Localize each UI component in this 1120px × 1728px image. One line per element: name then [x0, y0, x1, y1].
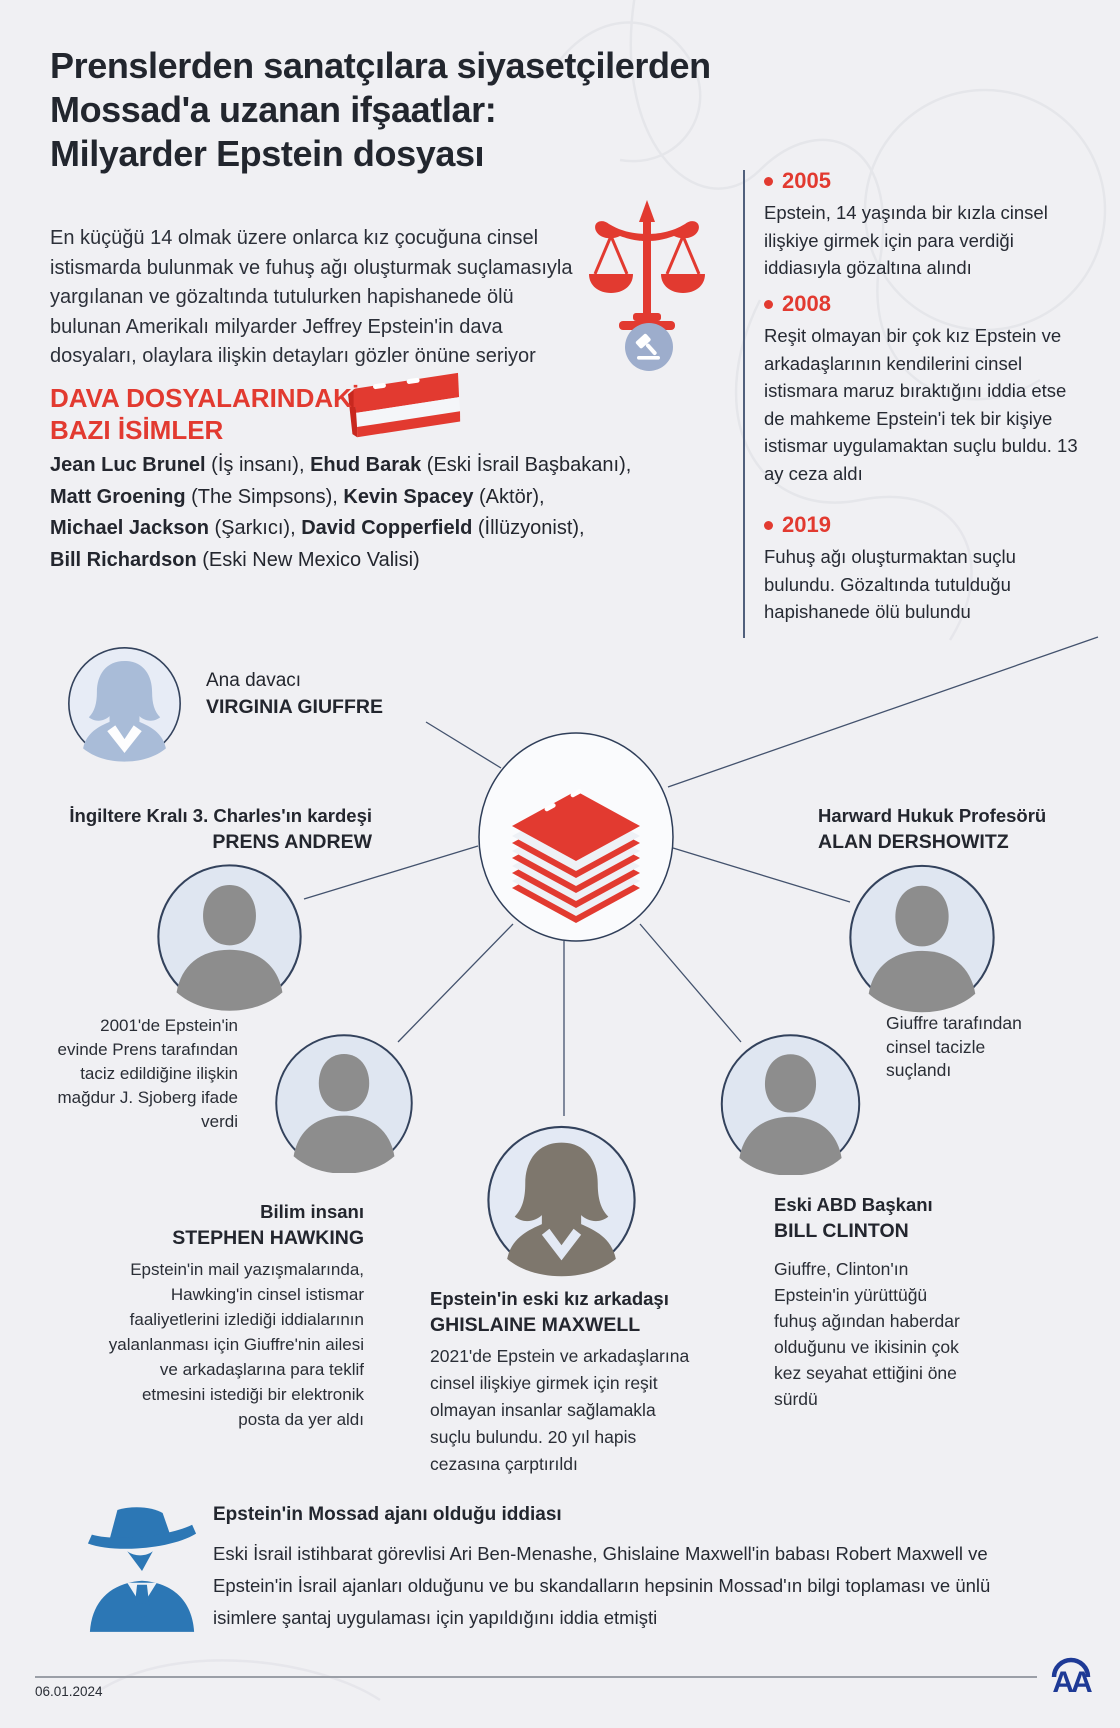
footer-date: 06.01.2024: [35, 1684, 103, 1699]
timeline-text: Fuhuş ağı oluşturmaktan suçlu bulundu. Gözaltında tutulduğu hapishanede ölü bulundu: [764, 546, 1016, 622]
justice-scales-icon: [586, 200, 708, 372]
mossad-claim-heading: Epstein'in Mossad ajanı olduğu iddiası: [213, 1504, 562, 1525]
note-stephen-hawking: Epstein'in mail yazışmalarında, Hawking'in cinsel istismar faaliyetlerini izlediği iddialarının yalanlanması için Giuffre'nin ailesi ve arkadaşlarına para teklif etmesini istediği bir elektronik posta da yer aldı: [108, 1260, 364, 1429]
footer-divider: [35, 1676, 1037, 1678]
label-bill-clinton: Eski ABD Başkanı BILL CLINTON: [774, 1194, 933, 1242]
timeline-rule: [743, 170, 745, 638]
gavel-icon: [625, 323, 673, 371]
label-ghislaine-maxwell: Epstein'in eski kız arkadaşı GHISLAINE MAXWELL: [430, 1288, 669, 1336]
mossad-claim-text: Eski İsrail istihbarat görevlisi Ari Ben-Menashe, Ghislaine Maxwell'in babası Robert Maxwell ve Epstein'in İsrail ajanları olduğunu ve bu skandalların hepsinin Mossad'ın bilgi toplaması ve ünlü isimlere şantaj uygulaması için yapıldığını iddia etmişti: [213, 1543, 991, 1628]
anadolu-agency-logo: [1048, 1650, 1094, 1698]
avatar-prens-andrew: [156, 862, 303, 1011]
bullet-icon: [764, 521, 773, 530]
avatar-virginia-giuffre: [67, 643, 182, 764]
title-line: Prenslerden sanatçılara siyasetçilerden: [50, 45, 711, 86]
spy-icon: [84, 1506, 200, 1632]
section-heading-case-names: DAVA DOSYALARINDAKİ BAZI İSİMLER: [50, 383, 360, 445]
note-bill-clinton: Giuffre, Clinton'ın Epstein'in yürüttüğü fuhuş ağından haberdar olduğunu ve ikisinin çok kez seyahat ettiğini öne sürdü: [774, 1259, 960, 1409]
label-alan-dershowitz: Harward Hukuk Profesörü ALAN DERSHOWITZ: [818, 805, 1047, 853]
timeline-item-2008: [764, 291, 1082, 487]
bullet-icon: [764, 177, 773, 186]
timeline-year: 2019: [764, 512, 1082, 538]
bullet-icon: [764, 300, 773, 309]
svg-text:AA: AA: [1052, 1666, 1090, 1698]
center-case-files-icon: [477, 731, 675, 943]
title-line: Milyarder Epstein dosyası: [50, 133, 485, 174]
intro-text: En küçüğü 14 olmak üzere onlarca kız çocuğuna cinsel istismarda bulunmak ve fuhuş ağı oluşturmak suçlamasıyla yargılanan ve gözaltında tutulurken hapishanede ölü bulunan Amerikalı milyarder Jeffrey Epstein'in dava dosyaları, olaylara ilişkin detayları gözler önüne seriyor: [50, 227, 573, 367]
avatar-alan-dershowitz: [848, 862, 996, 1013]
avatar-stephen-hawking: [270, 1033, 418, 1173]
label-virginia-giuffre: Ana davacı VIRGINIA GIUFFRE: [206, 670, 383, 718]
timeline-year: 2005: [764, 168, 1082, 194]
label-prens-andrew: İngiltere Kralı 3. Charles'ın kardeşi PRENS ANDREW: [69, 805, 372, 853]
page-title: [50, 44, 810, 176]
note-ghislaine-maxwell: 2021'de Epstein ve arkadaşlarına cinsel ilişkiye girmek için reşit olmayan insanlar sağlamakla suçlu bulundu. 20 yıl hapis cezasına çarptırıldı: [430, 1346, 690, 1474]
note-prens-andrew: 2001'de Epstein'in evinde Prens tarafından taciz edildiğine ilişkin mağdur J. Sjoberg ifade verdi: [57, 1016, 238, 1131]
avatar-bill-clinton: [716, 1033, 865, 1175]
avatar-ghislaine-maxwell: [486, 1122, 637, 1278]
case-file-names: Jean Luc Brunel (İş insanı), Ehud Barak (Eski İsrail Başbakanı), Matt Groening (The Simpsons), Kevin Spacey (Aktör), Michael Jackson (Şarkıcı), David Copperfield (İllüzyonist), Bill Richardson (Eski New Mexico Valisi): [50, 454, 632, 571]
timeline-text: Reşit olmayan bir çok kız Epstein ve arkadaşlarının kendilerini cinsel istismara maruz bıraktığını iddia etse de mahkeme Epstein'i tek bir kişiye istismar uygulamaktan suçlu buldu. 13 ay ceza aldı: [764, 325, 1078, 484]
label-stephen-hawking: Bilim insanı STEPHEN HAWKING: [172, 1201, 364, 1249]
timeline-text: Epstein, 14 yaşında bir kızla cinsel ilişkiye girmek için para verdiği iddiasıyla gözaltına alındı: [764, 202, 1048, 278]
timeline-year: 2008: [764, 291, 1082, 317]
note-alan-dershowitz: Giuffre tarafından cinsel tacizle suçlandı: [886, 1013, 1022, 1080]
timeline-item-2019: [764, 512, 1082, 626]
title-line: Mossad'a uzanan ifşaatlar:: [50, 89, 497, 130]
timeline-item-2005: [764, 168, 1082, 282]
